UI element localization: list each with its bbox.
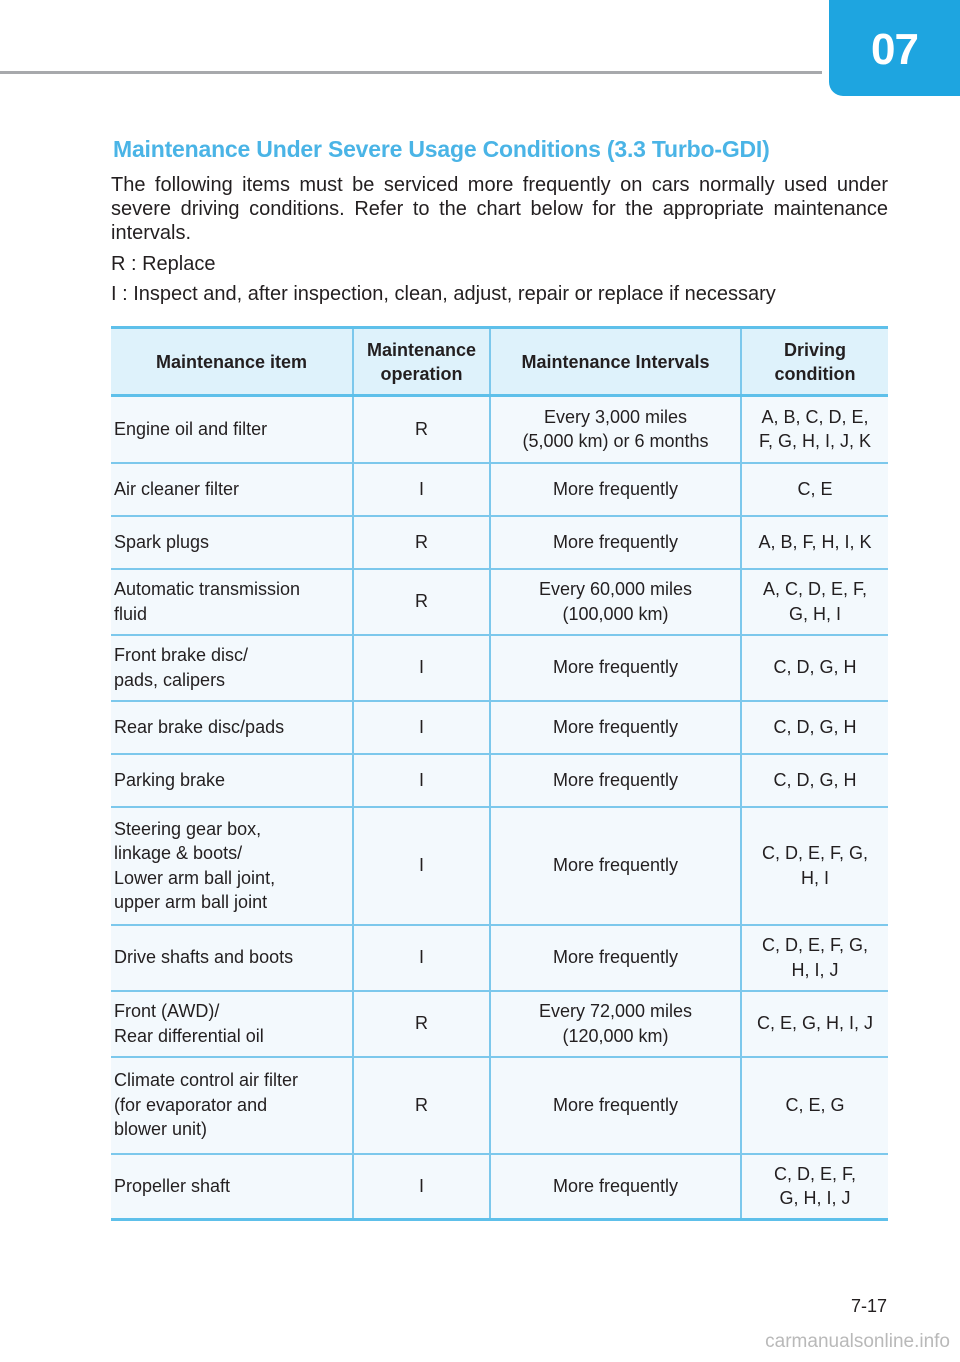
table-row — [111, 569, 888, 635]
cell-operation: I — [353, 701, 490, 754]
cell-operation: R — [353, 396, 490, 463]
table-row — [111, 1057, 888, 1154]
cell-interval: Every 60,000 miles (100,000 km) — [490, 569, 741, 635]
cell-operation: I — [353, 925, 490, 991]
cell-interval: More frequently — [490, 1057, 741, 1154]
cell-item: Drive shafts and boots — [111, 925, 353, 991]
cell-operation: R — [353, 516, 490, 569]
cell-condition: A, C, D, E, F, G, H, I — [741, 569, 888, 635]
cell-operation: I — [353, 807, 490, 925]
table-row — [111, 516, 888, 569]
watermark: carmanualsonline.info — [765, 1331, 950, 1352]
page-number: 7-17 — [850, 1296, 887, 1316]
cell-operation: R — [353, 1057, 490, 1154]
header-driving-condition: Driving condition — [741, 328, 888, 396]
cell-interval: More frequently — [490, 701, 741, 754]
cell-item: Propeller shaft — [111, 1154, 353, 1220]
cell-operation: I — [353, 635, 490, 701]
cell-item: Air cleaner filter — [111, 463, 353, 516]
cell-item: Automatic transmission fluid — [111, 569, 353, 635]
cell-condition: C, D, E, F, G, H, I — [741, 807, 888, 925]
cell-item: Rear brake disc/pads — [111, 701, 353, 754]
table-row — [111, 925, 888, 991]
cell-condition: C, D, G, H — [741, 701, 888, 754]
cell-condition: C, D, E, F, G, H, I, J — [741, 925, 888, 991]
cell-condition: C, E — [741, 463, 888, 516]
cell-interval: More frequently — [490, 635, 741, 701]
table-row — [111, 991, 888, 1057]
maintenance-table — [111, 326, 888, 1221]
cell-item: Steering gear box, linkage & boots/ Lower arm ball joint, upper arm ball joint — [111, 807, 353, 925]
cell-condition: C, E, G — [741, 1057, 888, 1154]
cell-condition: C, D, E, F, G, H, I, J — [741, 1154, 888, 1220]
cell-operation: I — [353, 1154, 490, 1220]
cell-operation: R — [353, 991, 490, 1057]
cell-condition: A, B, C, D, E, F, G, H, I, J, K — [741, 396, 888, 463]
cell-interval: More frequently — [490, 925, 741, 991]
cell-interval: More frequently — [490, 807, 741, 925]
cell-interval: More frequently — [490, 463, 741, 516]
cell-item: Spark plugs — [111, 516, 353, 569]
table-row — [111, 463, 888, 516]
chapter-number: 07 — [871, 25, 918, 74]
cell-item: Front brake disc/ pads, calipers — [111, 635, 353, 701]
cell-interval: More frequently — [490, 1154, 741, 1220]
legend-replace: R : Replace — [111, 253, 216, 275]
cell-interval: More frequently — [490, 754, 741, 807]
chapter-tab — [829, 0, 960, 96]
intro-paragraph: The following items must be serviced more frequently on cars normally used under severe driving conditions. Refer to the chart below for the appropriate maintenance intervals. — [111, 174, 888, 244]
header-maintenance-item: Maintenance item — [111, 328, 353, 396]
cell-item: Climate control air filter (for evaporator and blower unit) — [111, 1057, 353, 1154]
table-row — [111, 701, 888, 754]
legend-inspect: I : Inspect and, after inspection, clean, adjust, repair or replace if necessary — [111, 283, 776, 305]
header-maintenance-operation: Maintenance operation — [353, 328, 490, 396]
cell-condition: C, D, G, H — [741, 754, 888, 807]
header-divider — [0, 71, 822, 74]
table-row — [111, 396, 888, 463]
cell-interval: Every 72,000 miles (120,000 km) — [490, 991, 741, 1057]
section-title: Maintenance Under Severe Usage Conditions (3.3 Turbo-GDI) — [113, 136, 770, 162]
header-maintenance-intervals: Maintenance Intervals — [490, 328, 741, 396]
table-row — [111, 1154, 888, 1220]
cell-item: Engine oil and filter — [111, 396, 353, 463]
cell-operation: R — [353, 569, 490, 635]
cell-condition: A, B, F, H, I, K — [741, 516, 888, 569]
table-row — [111, 635, 888, 701]
table-header-row — [111, 328, 888, 396]
cell-interval: More frequently — [490, 516, 741, 569]
cell-item: Parking brake — [111, 754, 353, 807]
cell-condition: C, D, G, H — [741, 635, 888, 701]
cell-operation: I — [353, 463, 490, 516]
table-row — [111, 807, 888, 925]
cell-interval: Every 3,000 miles (5,000 km) or 6 months — [490, 396, 741, 463]
cell-condition: C, E, G, H, I, J — [741, 991, 888, 1057]
cell-operation: I — [353, 754, 490, 807]
table-row — [111, 754, 888, 807]
cell-item: Front (AWD)/ Rear differential oil — [111, 991, 353, 1057]
